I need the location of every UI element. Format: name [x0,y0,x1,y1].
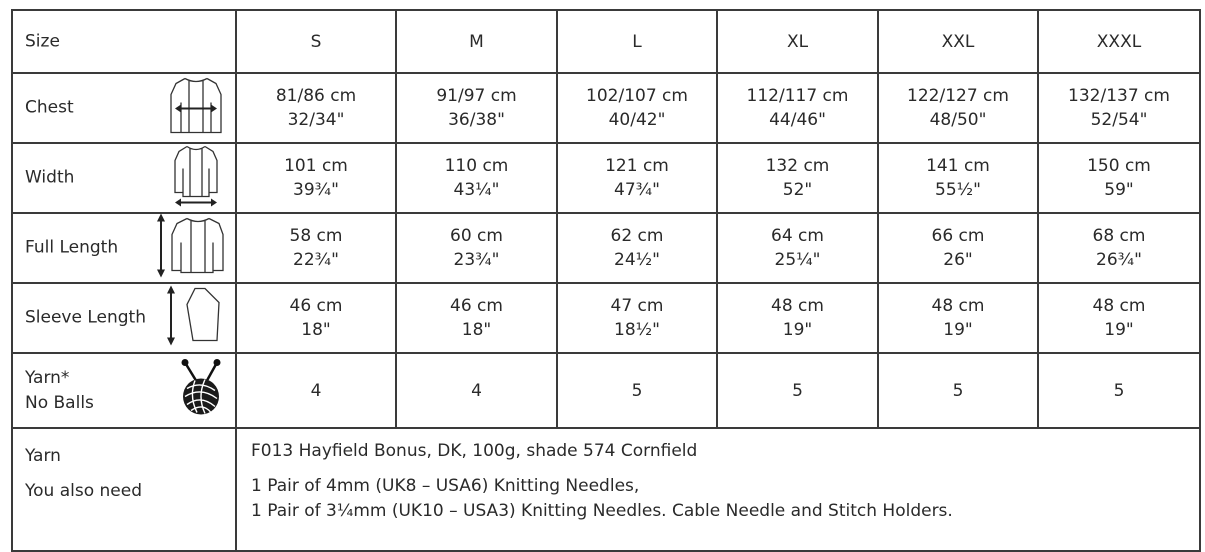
width-row [12,143,1200,213]
value-cell [236,73,396,143]
value-cell [396,143,557,213]
cm-value: 47 cm [610,296,664,316]
chest-label-cell [12,73,236,143]
inch-value: 26" [943,250,973,270]
cm-value: 132/137 cm [1068,86,1170,106]
cm-value: 91/97 cm [436,86,517,106]
cm-value: 150 cm [1087,156,1151,176]
value-cell [878,283,1038,353]
balls-value: 5 [878,353,1038,428]
sleeve-length-icon [165,285,225,352]
cm-value: 58 cm [289,226,343,246]
size-header: XXXL [1038,10,1200,73]
value-cell [236,143,396,213]
yarn-balls-label [25,366,94,416]
cm-value: 81/86 cm [275,86,357,106]
sleeve-length-label: Sleeve Length [25,307,146,328]
value-cell [717,283,878,353]
balls-value: 4 [236,353,396,428]
chest-row [12,73,1200,143]
balls-value: 4 [396,353,557,428]
size-header: XXL [878,10,1038,73]
full-length-label: Full Length [25,237,119,258]
balls-value: 5 [717,353,878,428]
inch-value: 32/34" [287,110,345,130]
cardigan-length-icon [155,213,225,284]
inch-value: 44/46" [769,110,826,130]
inch-value: 18" [301,320,331,340]
value-cell [557,283,717,353]
cm-value: 62 cm [610,226,664,246]
value-cell [878,143,1038,213]
yarn-balls-label-cell [12,353,236,428]
inch-value: 36/38" [448,110,505,130]
value-cell [396,283,557,353]
value-cell [1038,143,1200,213]
inch-value: 52" [782,180,813,200]
cm-value: 122/127 cm [907,86,1009,106]
cm-value: 64 cm [771,226,824,246]
full-length-label-cell [12,213,236,283]
value-cell [717,73,878,143]
footer-labels [12,428,236,551]
size-header: XL [717,10,878,73]
value-cell [557,143,717,213]
inch-value: 48/50" [929,110,987,130]
balls-value: 5 [557,353,717,428]
cm-value: 46 cm [289,296,343,316]
inch-value: 47¾" [614,180,660,200]
size-header: L [557,10,717,73]
value-cell [396,213,557,283]
sleeve-length-label-cell [12,283,236,353]
value-cell [236,283,396,353]
value-cell [236,213,396,283]
size-header-label [12,10,236,73]
balls-value: 5 [1038,353,1200,428]
inch-value: 55½" [935,180,981,200]
value-cell [878,213,1038,283]
footer-row [12,428,1200,551]
cm-value: 132 cm [765,156,830,176]
spacer [251,464,1199,474]
inch-value: 39¾" [293,180,339,200]
yarn-label-line1: Yarn* [25,367,70,388]
cm-value: 101 cm [284,156,348,176]
size-chart [11,9,1199,542]
value-cell [1038,73,1200,143]
cm-value: 102/107 cm [586,86,688,106]
value-cell [717,143,878,213]
cm-value: 60 cm [450,226,503,246]
inch-value: 18½" [614,320,660,340]
inch-value: 18" [461,320,492,340]
yarn-ball-needles-icon [175,358,225,423]
full-length-row [12,213,1200,283]
value-cell [878,73,1038,143]
value-cell [717,213,878,283]
you-also-need-label: You also need [25,481,142,501]
cm-value: 110 cm [444,156,509,176]
cm-value: 112/117 cm [746,86,849,106]
cm-value: 46 cm [450,296,503,316]
cm-value: 141 cm [926,156,990,176]
cm-value: 48 cm [1092,296,1146,316]
cm-value: 48 cm [931,296,985,316]
needles-line-1: 1 Pair of 4mm (UK8 – USA6) Knitting Needles, [251,476,640,496]
inch-value: 25¼" [774,250,821,270]
chest-label: Chest [25,97,74,118]
inch-value: 19" [782,320,813,340]
cardigan-width-icon [167,143,225,214]
width-label: Width [25,167,75,188]
sleeve-length-row [12,283,1200,353]
header-row [12,10,1200,73]
cm-value: 121 cm [605,156,669,176]
inch-value: 24½" [614,250,660,270]
size-label-text: Size [25,31,60,51]
size-header: M [396,10,557,73]
cm-value: 66 cm [931,226,985,246]
yarn-balls-row [12,353,1200,428]
inch-value: 23¾" [453,250,500,270]
value-cell [557,73,717,143]
cm-value: 68 cm [1092,226,1146,246]
value-cell [557,213,717,283]
yarn-value: F013 Hayfield Bonus, DK, 100g, shade 574 Cornfield [251,441,698,461]
cardigan-chest-icon [167,75,225,142]
value-cell [1038,283,1200,353]
cm-value: 48 cm [771,296,824,316]
inch-value: 40/42" [608,110,666,130]
width-label-cell [12,143,236,213]
needles-line-2: 1 Pair of 3¼mm (UK10 – USA3) Knitting Needles. Cable Needle and Stitch Holders. [251,501,953,521]
yarn-label-line2: No Balls [25,392,94,413]
inch-value: 19" [1104,320,1134,340]
size-table [11,9,1201,552]
inch-value: 52/54" [1090,110,1148,130]
yarn-label: Yarn [25,446,61,466]
inch-value: 19" [943,320,973,340]
inch-value: 59" [1104,180,1134,200]
inch-value: 43¼" [453,180,500,200]
footer-values [236,428,1200,551]
inch-value: 22¾" [293,250,339,270]
value-cell [396,73,557,143]
size-header: S [236,10,396,73]
inch-value: 26¾" [1096,250,1142,270]
value-cell [1038,213,1200,283]
